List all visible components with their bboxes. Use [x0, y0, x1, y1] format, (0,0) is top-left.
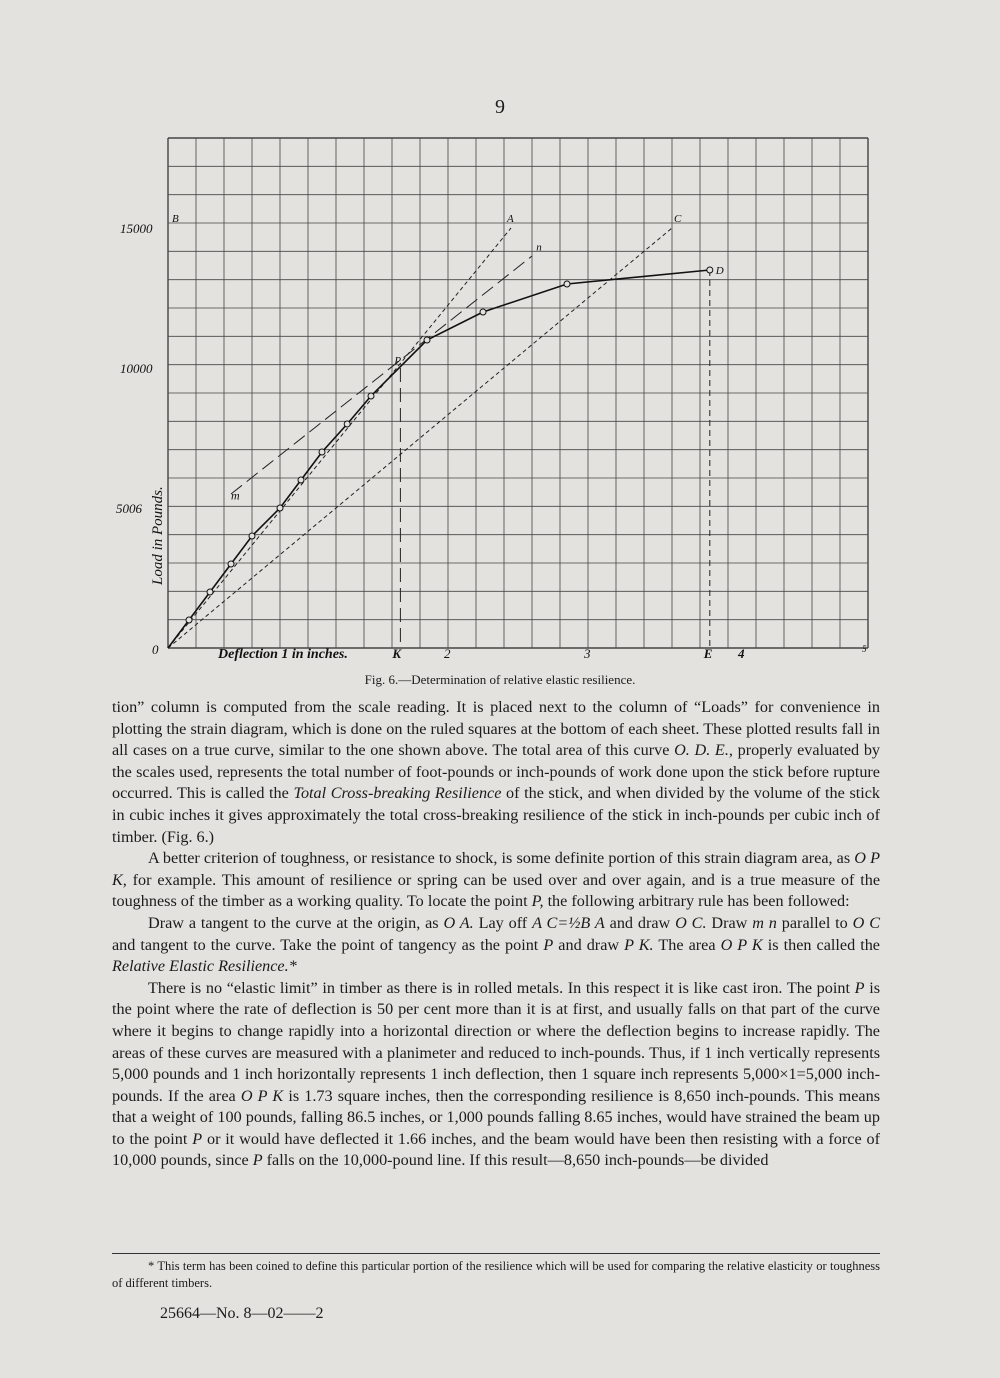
x-tick-label: 5 — [862, 644, 867, 654]
data-point — [564, 281, 570, 287]
x-tick-label: E — [703, 646, 713, 661]
footnote: * This term has been coined to define this particular portion of the resilience which will be used for comparing the relative elasticity or toughness of different timbers. — [112, 1259, 880, 1290]
figure-caption: Fig. 6.—Determination of relative elastic resilience. — [364, 672, 636, 687]
paragraph-1: tion” column is computed from the scale reading. It is placed next to the column of “Loads” for convenience in plotting the strain diagram, which is done on the ruled squares at the bottom of each sheet. These plotted results fall in all cases on a true curve, similar to the one shown above. The total area of this curve O. D. E., properly evaluated by the scales used, represents the total number of foot-pounds or inch-pounds of work done upon the stick before rupture occurred. This is called the Total Cross-breaking Resilience of the stick, and when divided by the volume of the stick in cubic inches it gives approximately the total cross-breaking resilience of the stick in inch-pounds per cubic inch of timber. (Fig. 6.) — [112, 698, 881, 846]
x-tick-label: 3 — [584, 646, 591, 661]
tangent-line-OA — [168, 228, 511, 648]
paragraph-3: Draw a tangent to the curve at the origin, as O A. Lay off A C=½B A and draw O C. Draw m n parallel to O C and tangent to the curve. Take the point of tangency as the point P and draw P K. The area O P K is then called the Relative Elastic Resilience.* — [112, 913, 881, 976]
strain-diagram-figure — [100, 130, 900, 690]
strain-diagram — [100, 130, 900, 670]
data-point — [277, 505, 283, 511]
point-label-n: n — [536, 241, 542, 254]
point-label-A: A — [507, 213, 514, 225]
x-tick-label: 4 — [738, 646, 745, 661]
y-tick-label: 15000 — [120, 221, 153, 236]
y-tick-label: 0 — [152, 642, 159, 657]
point-label-m: m — [231, 488, 240, 503]
signature-line: 25664—No. 8—02——2 — [160, 1305, 324, 1322]
data-point — [228, 561, 234, 567]
y-axis-label: Load in Pounds. — [150, 486, 166, 585]
page-number: 9 — [495, 96, 505, 118]
point-label-D: D — [715, 265, 724, 277]
data-point — [298, 477, 304, 483]
point-label-C: C — [674, 213, 682, 225]
body-text — [112, 697, 880, 1172]
data-point — [344, 421, 350, 427]
data-point — [424, 337, 430, 343]
data-point — [368, 393, 374, 399]
tangent-line-mn — [231, 256, 532, 494]
y-tick-label: 5006 — [116, 501, 142, 516]
x-tick-label: 2 — [444, 646, 451, 661]
point-label-P: P — [394, 355, 402, 367]
paragraph-2: A better criterion of toughness, or resistance to shock, is some definite portion of this strain diagram area, as O P K, for example. This amount of resilience or spring can be used over and over again, and is a true measure of the toughness of the timber as a working quality. To locate the point P, the following arbitrary rule has been followed: — [112, 849, 880, 911]
data-point — [186, 617, 192, 623]
data-point — [207, 589, 213, 595]
paragraph-4: There is no “elastic limit” in timber as there is in rolled metals. In this respect it is like cast iron. The point P is the point where the rate of deflection is 50 per cent more than it is at first, and usually falls on that part of the curve where it begins to change rapidly into a horizontal direction or where the deflection begins to increase rapidly. The areas of these curves are measured with a planimeter and reduced to inch-pounds. Thus, if 1 inch vertically represents 5,000 pounds and 1 inch horizontally represents 1 inch deflection, then 1 square inch represents 5,000×1=5,000 inch-pounds. If the area O P K is 1.73 square inches, then the corresponding resilience is 8,650 inch-pounds. This means that a weight of 100 pounds, falling 86.5 inches, or 1,000 pounds falling 8.65 inches, would have strained the beam up to the point P or it would have deflected it 1.66 inches, and the beam would have been then resisting with a force of 10,000 pounds, since P falls on the 10,000-pound line. If this result—8,650 inch-pounds—be divided — [112, 978, 881, 1170]
point-label-B: B — [172, 213, 179, 225]
data-point — [319, 449, 325, 455]
data-point — [707, 267, 713, 273]
y-tick-label: 10000 — [120, 361, 153, 376]
x-axis-label: Deflection 1 in inches. — [218, 647, 348, 662]
x-tick-label: K — [392, 646, 402, 661]
footnote-rule — [112, 1253, 880, 1254]
data-point — [249, 533, 255, 539]
data-point — [480, 309, 486, 315]
